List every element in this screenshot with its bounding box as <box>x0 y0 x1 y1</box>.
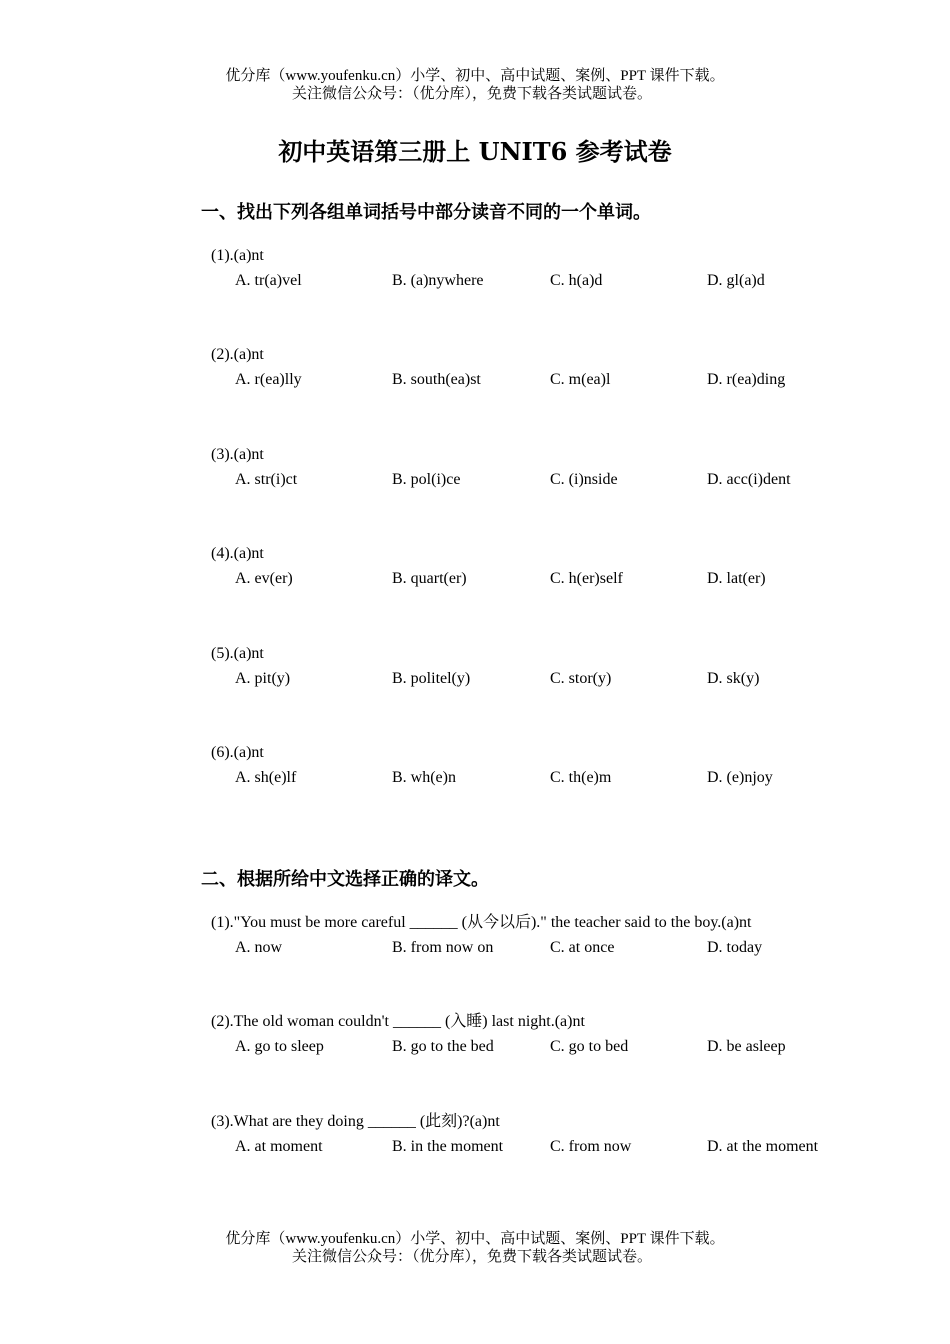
option-a: A. str(i)ct <box>235 471 298 488</box>
option-c: C. go to bed <box>550 1038 629 1055</box>
option-a: A. ev(er) <box>235 570 293 587</box>
option-d: D. today <box>707 939 763 956</box>
option-c: C. (i)nside <box>550 471 618 488</box>
options-row <box>211 470 931 492</box>
option-b: B. politel(y) <box>392 670 471 687</box>
option-a: A. at moment <box>235 1138 323 1155</box>
option-b: B. in the moment <box>392 1138 504 1155</box>
question-2-3 <box>211 1112 931 1159</box>
option-d: D. be asleep <box>707 1038 786 1055</box>
option-d: D. at the moment <box>707 1138 819 1155</box>
option-a: A. tr(a)vel <box>235 272 302 289</box>
option-b: B. from now on <box>392 939 494 956</box>
option-a: A. now <box>235 939 283 956</box>
option-b: B. quart(er) <box>392 570 467 587</box>
question-stem: (5).(a)nt <box>211 645 264 662</box>
question-2-1 <box>211 913 931 960</box>
options-row <box>211 569 931 591</box>
question-2-2 <box>211 1012 931 1059</box>
option-c: C. m(ea)l <box>550 371 611 388</box>
option-d: D. gl(a)d <box>707 272 765 289</box>
options-row <box>211 370 931 392</box>
options-row <box>211 669 931 691</box>
question-stem: (2).(a)nt <box>211 346 264 363</box>
question-stem: (3).(a)nt <box>211 446 264 463</box>
option-b: B. wh(e)n <box>392 769 456 786</box>
options-row <box>211 1037 931 1059</box>
question-1-5 <box>211 644 931 691</box>
page-footer <box>0 1230 950 1266</box>
question-1-2 <box>211 345 931 392</box>
question-stem: (2).The old woman couldn't ______ (入睡) last night.(a)nt <box>211 1013 585 1030</box>
option-b: B. south(ea)st <box>392 371 481 388</box>
options-row <box>211 938 931 960</box>
option-a: A. go to sleep <box>235 1038 324 1055</box>
option-c: C. at once <box>550 939 615 956</box>
question-stem: (3).What are they doing ______ (此刻)?(a)nt <box>211 1113 500 1130</box>
option-a: A. pit(y) <box>235 670 291 687</box>
option-d: D. lat(er) <box>707 570 766 587</box>
options-row <box>211 271 931 293</box>
question-1-1 <box>211 246 931 293</box>
page-title: 初中英语第三册上 UNIT6 参考试卷 <box>278 137 672 166</box>
option-c: C. h(er)self <box>550 570 623 587</box>
options-row <box>211 768 931 790</box>
option-c: C. stor(y) <box>550 670 612 687</box>
question-stem: (6).(a)nt <box>211 744 264 761</box>
option-c: C. th(e)m <box>550 769 612 786</box>
footer-line-2: 关注微信公众号：（优分库），免费下载各类试题试卷。 <box>291 1249 652 1265</box>
question-1-3 <box>211 445 931 492</box>
option-d: D. sk(y) <box>707 670 760 687</box>
footer-line-1: 优分库（www.youfenku.cn）小学、初中、高中试题、案例、PPT 课件下载。 <box>225 1231 725 1247</box>
section-2-heading: 二、根据所给中文选择正确的译文。 <box>201 869 489 890</box>
option-d: D. (e)njoy <box>707 769 773 786</box>
option-c: C. from now <box>550 1138 632 1155</box>
question-1-4 <box>211 544 931 591</box>
header-line-2: 关注微信公众号：（优分库），免费下载各类试题试卷。 <box>291 86 652 102</box>
option-d: D. r(ea)ding <box>707 371 786 388</box>
option-b: B. (a)nywhere <box>392 272 484 289</box>
option-b: B. pol(i)ce <box>392 471 461 488</box>
option-a: A. r(ea)lly <box>235 371 302 388</box>
question-stem: (1)."You must be more careful ______ (从今以后)." the teacher said to the boy.(a)nt <box>211 914 752 931</box>
options-row <box>211 1137 931 1159</box>
page-header <box>0 67 950 103</box>
option-d: D. acc(i)dent <box>707 471 791 488</box>
option-c: C. h(a)d <box>550 272 603 289</box>
question-1-6 <box>211 743 931 790</box>
header-line-1: 优分库（www.youfenku.cn）小学、初中、高中试题、案例、PPT 课件下载。 <box>225 68 725 84</box>
option-b: B. go to the bed <box>392 1038 494 1055</box>
section-1-heading: 一、找出下列各组单词括号中部分读音不同的一个单词。 <box>201 202 651 223</box>
question-stem: (1).(a)nt <box>211 247 264 264</box>
option-a: A. sh(e)lf <box>235 769 297 786</box>
question-stem: (4).(a)nt <box>211 545 264 562</box>
